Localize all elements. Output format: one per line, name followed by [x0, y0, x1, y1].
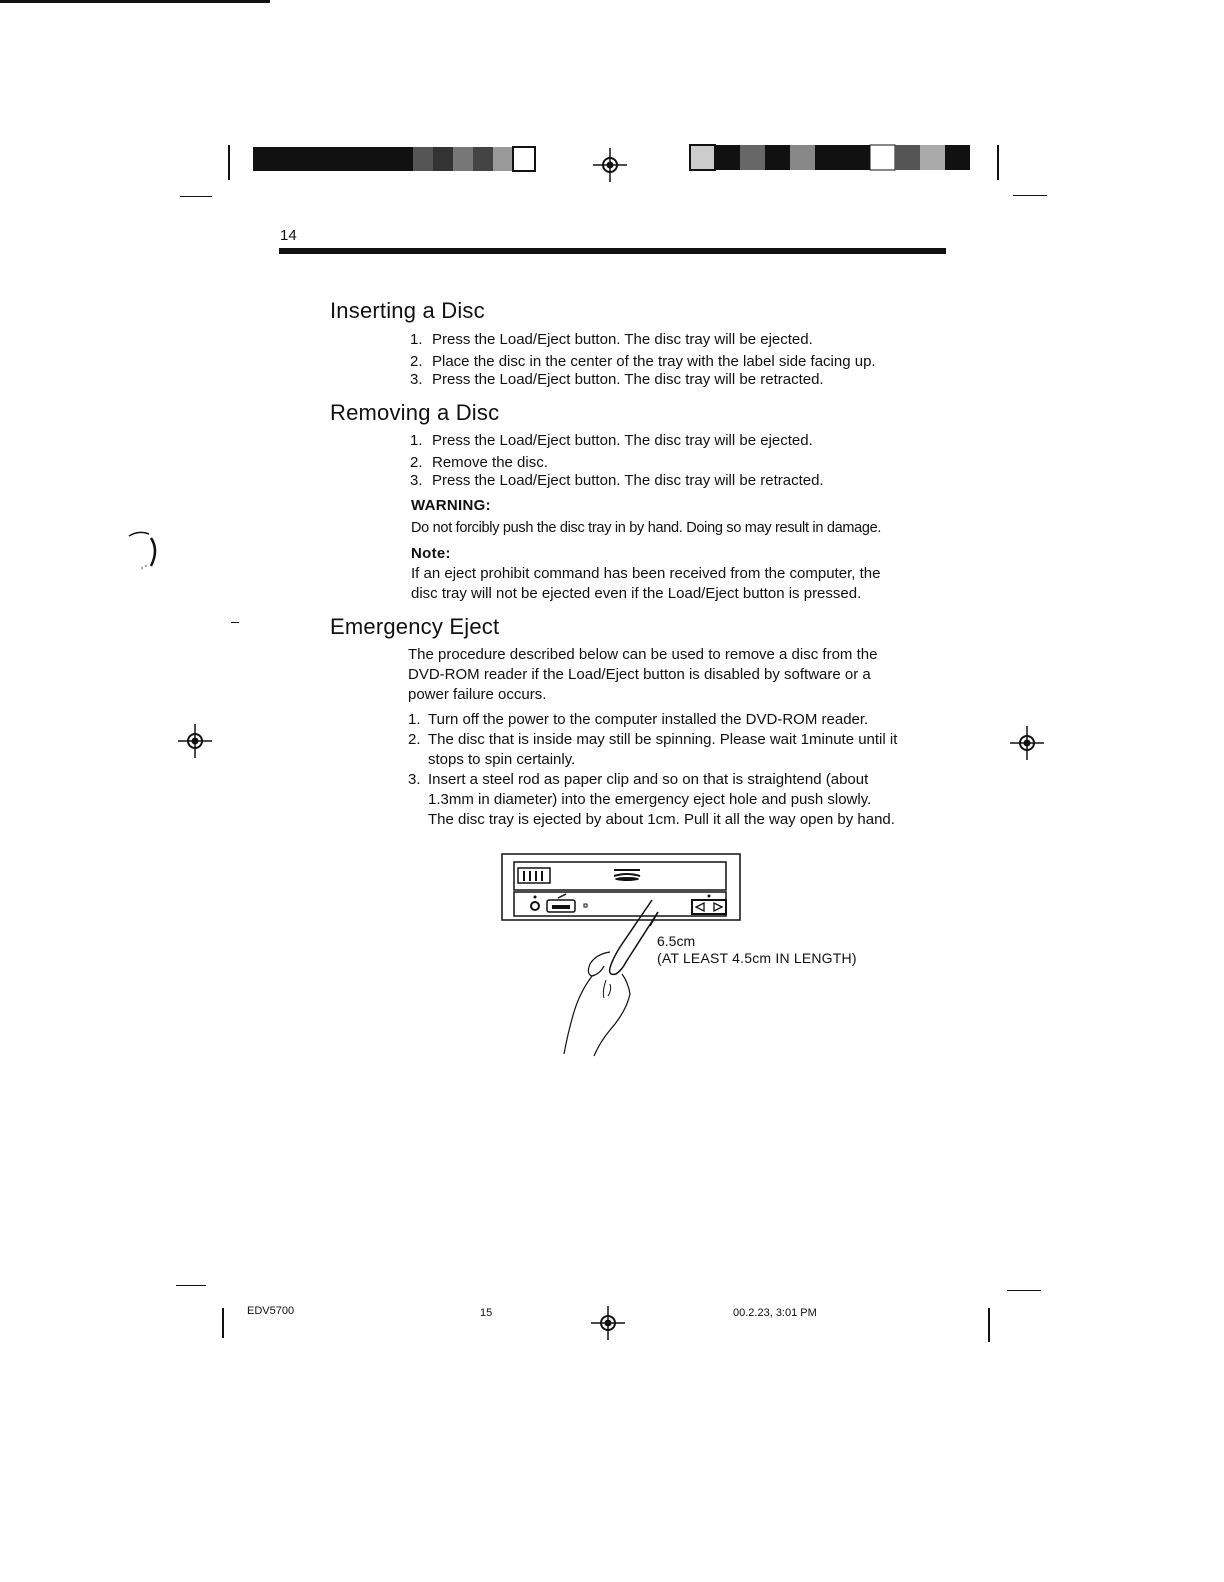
registration-target-icon [591, 1306, 625, 1340]
list-item: 1. Press the Load/Eject button. The disc tray will be ejected. [410, 331, 813, 348]
crop-mark [222, 1308, 224, 1338]
footer-sheet-number: 15 [480, 1307, 493, 1319]
warning-label: WARNING: [411, 497, 491, 514]
intro-line: The procedure described below can be used to remove a disc from the [408, 646, 878, 663]
list-item: 3. Press the Load/Eject button. The disc tray will be retracted. [410, 371, 824, 388]
intro-line: power failure occurs. [408, 686, 547, 703]
registration-target-icon [178, 724, 212, 758]
section-heading-inserting: Inserting a Disc [330, 298, 485, 323]
crop-mark [988, 1308, 990, 1342]
warning-text: Do not forcibly push the disc tray in by hand. Doing so may result in damage. [411, 520, 882, 536]
list-item: 3. Insert a steel rod as paper clip and so on that is straightend (about 1.3mm in diameter) into the emergency eject hole and push slowly. The disc tray is ejected by about 1cm. Pull it all the way open by hand. [408, 771, 895, 828]
note-line: disc tray will not be ejected even if the Load/Eject button is pressed. [411, 585, 862, 602]
header-rule [279, 248, 946, 254]
crop-mark [1007, 1290, 1041, 1291]
crop-mark [176, 1285, 206, 1286]
list-item: 2. Remove the disc. [410, 454, 548, 471]
list-item: 1. Turn off the power to the computer installed the DVD-ROM reader. [408, 711, 869, 728]
list-item: 3. Press the Load/Eject button. The disc tray will be retracted. [410, 472, 824, 489]
note-label: Note: [411, 545, 451, 562]
registration-target-icon [1010, 726, 1044, 760]
crop-mark [1013, 195, 1047, 196]
clip-length-note: (AT LEAST 4.5cm IN LENGTH) [657, 950, 857, 966]
crop-mark [997, 145, 999, 180]
color-registration-bar-right [690, 145, 972, 171]
page-number: 14 [280, 227, 297, 244]
note-line: If an eject prohibit command has been received from the computer, the [411, 565, 881, 582]
registration-target-icon [593, 148, 627, 182]
footer-timestamp: 00.2.23, 3:01 PM [733, 1307, 817, 1319]
crop-mark [228, 145, 230, 180]
crop-mark [180, 196, 212, 197]
clip-length-label: 6.5cm [657, 933, 696, 949]
crop-mark [231, 622, 239, 623]
section-heading-removing: Removing a Disc [330, 400, 500, 425]
list-item: 2. Place the disc in the center of the tray with the label side facing up. [410, 353, 876, 370]
color-registration-bar-left [253, 147, 537, 172]
list-item: 2. The disc that is inside may still be spinning. Please wait 1minute until it stops to spin certainly. [408, 731, 898, 768]
intro-line: DVD-ROM reader if the Load/Eject button is disabled by software or a [408, 666, 871, 683]
footer-model: EDV5700 [247, 1305, 295, 1317]
scan-edge-line [0, 0, 270, 3]
list-item: 1. Press the Load/Eject button. The disc tray will be ejected. [410, 432, 813, 449]
section-heading-emergency: Emergency Eject [330, 614, 500, 639]
scan-artifact [125, 528, 165, 576]
